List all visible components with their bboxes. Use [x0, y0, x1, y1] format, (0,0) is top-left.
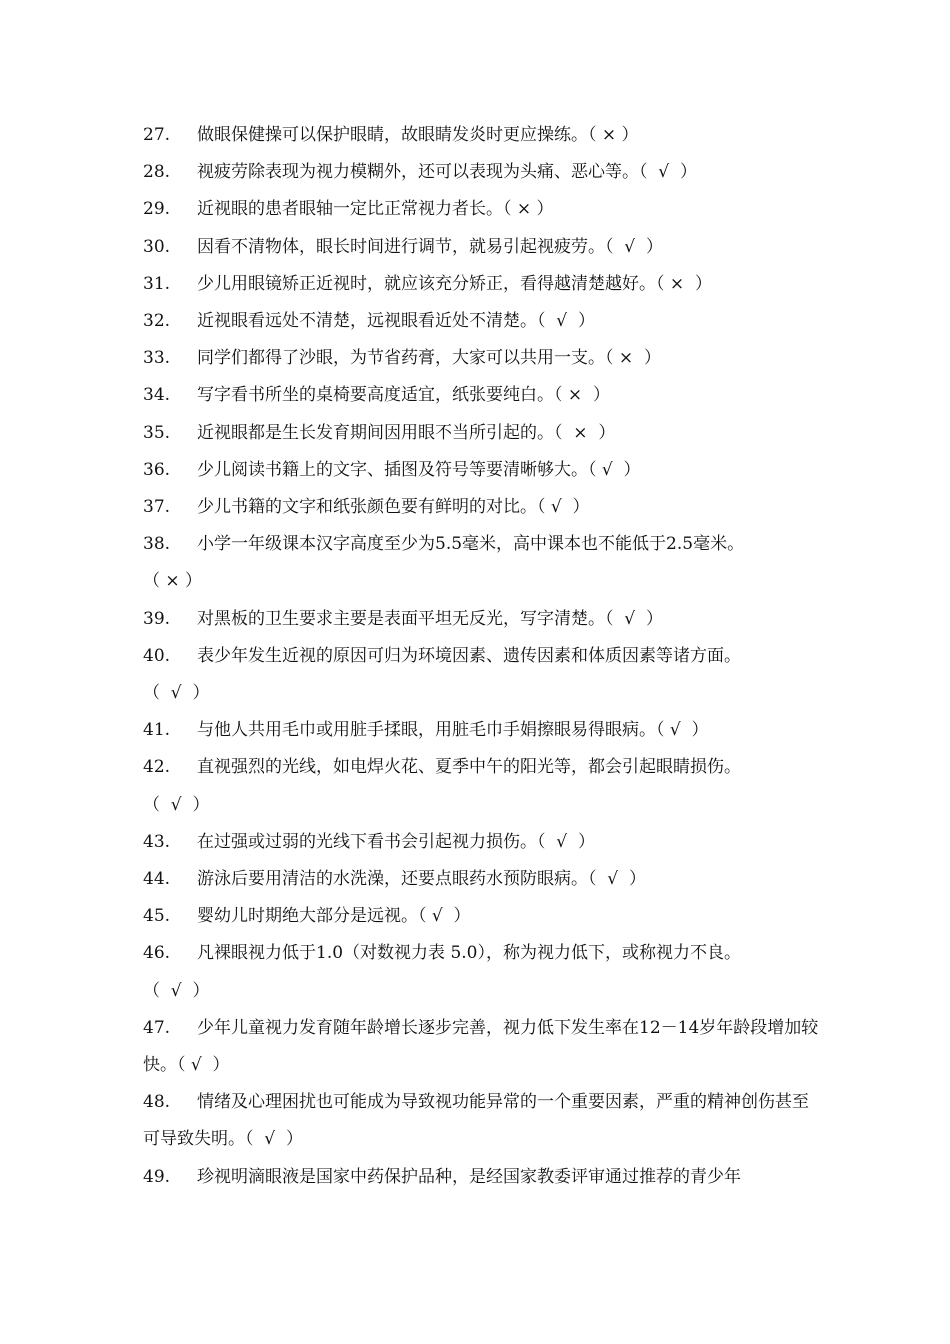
- question-number: 34.: [143, 385, 171, 406]
- question-number: 42.: [143, 757, 171, 778]
- question-text: 近视眼看远处不清楚，远视眼看近处不清楚。: [197, 311, 537, 332]
- question-number: 38.: [143, 534, 171, 555]
- question-answer: （ × ）: [605, 348, 661, 369]
- question-text: 视疲劳除表现为视力模糊外，还可以表现为头痛、恶心等。: [197, 162, 639, 183]
- question-number: 31.: [143, 273, 171, 294]
- question-answer: （ √ ）: [588, 869, 646, 890]
- question-list: [143, 117, 823, 1196]
- question-answer: （ √ ）: [605, 608, 663, 629]
- question-text: 因看不清物体，眼长时间进行调节，就易引起视疲劳。: [197, 236, 605, 257]
- question-answer: （ × ）: [554, 422, 616, 443]
- question-number: 44.: [143, 869, 171, 890]
- question-item: [143, 1084, 823, 1158]
- question-text: 做眼保健操可以保护眼睛，故眼睛发炎时更应操练。: [197, 125, 588, 145]
- question-item: [143, 229, 823, 266]
- question-text: 少儿用眼镜矫正近视时，就应该充分矫正，看得越清楚越好。: [197, 273, 656, 294]
- question-item: [143, 712, 823, 749]
- question-item: [143, 824, 823, 861]
- question-answer: （ √ ）: [537, 497, 590, 518]
- question-answer: （ √ ）: [418, 906, 471, 927]
- question-answer: （ √ ）: [656, 720, 709, 741]
- question-text: 少儿阅读书籍上的文字、插图及符号等要清晰够大。: [197, 459, 588, 480]
- question-text: 凡裸眼视力低于1.0（对数视力表 5.0），称为视力低下，或称视力不良。: [197, 943, 741, 964]
- question-number: 39.: [143, 608, 171, 629]
- question-text: 少年儿童视力发育随年龄增长逐步完善，视力低下发生率在12－14岁年龄段增加较: [197, 1017, 819, 1038]
- question-answer: （ √ ）: [537, 311, 595, 332]
- question-number: 41.: [143, 720, 171, 741]
- question-item: [143, 415, 823, 452]
- question-answer: （ √ ）: [143, 980, 210, 1001]
- question-number: 47.: [143, 1017, 171, 1038]
- question-item: [143, 340, 823, 377]
- question-number: 33.: [143, 348, 171, 369]
- question-answer: （ √ ）: [537, 831, 595, 852]
- question-text: 近视眼的患者眼轴一定比正常视力者长。: [197, 199, 503, 220]
- question-text: 表少年发生近视的原因可归为环境因素、遗传因素和体质因素等诸方面。: [197, 645, 741, 666]
- question-text: 与他人共用毛巾或用脏手揉眼，用脏毛巾手娟擦眼易得眼病。: [197, 720, 656, 741]
- question-number: 29.: [143, 199, 171, 220]
- question-text: 婴幼儿时期绝大部分是远视。: [197, 906, 418, 927]
- question-item: [143, 898, 823, 935]
- question-number: 32.: [143, 311, 171, 332]
- question-number: 27.: [143, 125, 171, 145]
- question-item: [143, 489, 823, 526]
- question-item: [143, 526, 823, 600]
- question-item: [143, 601, 823, 638]
- question-number: 46.: [143, 943, 171, 964]
- question-item: [143, 117, 823, 154]
- question-item: [143, 377, 823, 414]
- question-text: 小学一年级课本汉字高度至少为5.5毫米，高中课本也不能低于2.5毫米。: [197, 534, 745, 555]
- question-text: 写字看书所坐的桌椅要高度适宜，纸张要纯白。: [197, 385, 554, 406]
- question-text: 珍视明滴眼液是国家中药保护品种，是经国家教委评审通过推荐的青少年: [197, 1166, 741, 1187]
- question-answer: （ √ ）: [143, 683, 210, 704]
- question-number: 30.: [143, 236, 171, 257]
- question-text-continued: 可导致失明。（ √ ）: [143, 1129, 303, 1150]
- question-item: [143, 266, 823, 303]
- question-text: 在过强或过弱的光线下看书会引起视力损伤。: [197, 831, 537, 852]
- question-number: 28.: [143, 162, 171, 183]
- question-number: 35.: [143, 422, 171, 443]
- question-answer: （ × ）: [588, 125, 639, 145]
- question-answer: （ × ）: [554, 385, 610, 406]
- question-answer: （ √ ）: [245, 1129, 303, 1150]
- question-number: 37.: [143, 497, 171, 518]
- question-text: 同学们都得了沙眼，为节省药膏，大家可以共用一支。: [197, 348, 605, 369]
- question-number: 40.: [143, 645, 171, 666]
- question-text: 对黑板的卫生要求主要是表面平坦无反光，写字清楚。: [197, 608, 605, 629]
- question-answer: （ × ）: [143, 571, 203, 592]
- question-text: 情绪及心理困扰也可能成为导致视功能异常的一个重要因素，严重的精神创伤甚至: [197, 1092, 809, 1113]
- question-item: [143, 861, 823, 898]
- question-item: [143, 749, 823, 823]
- question-answer: （ × ）: [503, 199, 554, 220]
- question-text: 近视眼都是生长发育期间因用眼不当所引起的。: [197, 422, 554, 443]
- question-text: 直视强烈的光线，如电焊火花、夏季中午的阳光等，都会引起眼睛损伤。: [197, 757, 741, 778]
- question-item: [143, 1159, 823, 1196]
- question-item: [143, 935, 823, 1009]
- question-item: [143, 1010, 823, 1084]
- question-number: 36.: [143, 459, 171, 480]
- question-text: 少儿书籍的文字和纸张颜色要有鲜明的对比。: [197, 497, 537, 518]
- question-number: 49.: [143, 1166, 171, 1187]
- question-item: [143, 303, 823, 340]
- question-text: 游泳后要用清洁的水洗澡，还要点眼药水预防眼病。: [197, 869, 588, 890]
- question-number: 45.: [143, 906, 171, 927]
- question-answer: （ √ ）: [143, 794, 210, 815]
- question-item: [143, 452, 823, 489]
- question-text-continued: 快。（ √ ）: [143, 1055, 230, 1076]
- question-answer: （ √ ）: [639, 162, 697, 183]
- question-answer: （ √ ）: [588, 459, 641, 480]
- question-answer: （ × ）: [656, 273, 712, 294]
- question-answer: （ √ ）: [177, 1055, 230, 1076]
- question-number: 43.: [143, 831, 171, 852]
- question-item: [143, 191, 823, 228]
- question-answer: （ √ ）: [605, 236, 663, 257]
- question-item: [143, 154, 823, 191]
- question-item: [143, 638, 823, 712]
- question-number: 48.: [143, 1092, 171, 1113]
